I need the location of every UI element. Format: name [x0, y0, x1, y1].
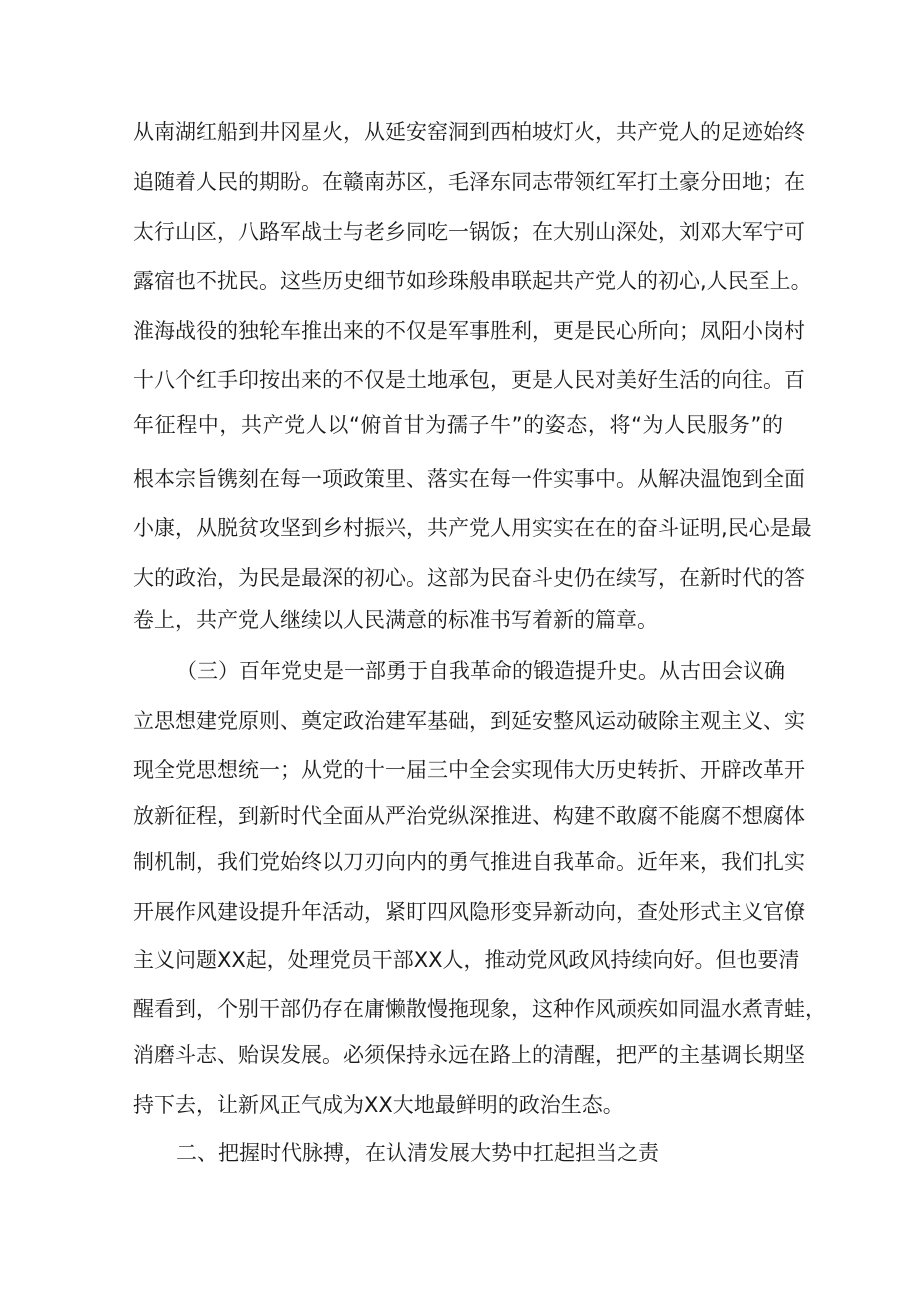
paragraph-line: 开展作风建设提升年活动，紧盯四风隐形变异新动向，查处形式主义官僚 — [133, 900, 805, 924]
paragraph-line: 年征程中，共产党人以“俯首甘为孺子牛”的姿态，将“为人民服务”的 — [133, 413, 783, 437]
paragraph-line: 制机制，我们党始终以刀刃向内的勇气推进自我革命。近年来，我们扎实 — [133, 850, 805, 874]
section-heading: 二、把握时代脉搏，在认清发展大势中扛起担当之责 — [176, 1141, 659, 1165]
paragraph-line: 太行山区，八路军战士与老乡同吃一锅饭；在大别山深处，刘邓大军宁可 — [133, 220, 805, 244]
paragraph-line: 卷上，共产党人继续以人民满意的标准书写着新的篇章。 — [133, 608, 658, 632]
paragraph-line: 立思想建党原则、奠定政治建军基础，到延安整风运动破除主观主义、实 — [133, 709, 805, 733]
paragraph-line: 持下去，让新风正气成为XX大地最鲜明的政治生态。 — [133, 1093, 624, 1117]
paragraph-line: 从南湖红船到井冈星火，从延安窑洞到西柏坡灯火，共产党人的足迹始终 — [133, 120, 805, 144]
paragraph-line: 大的政治，为民是最深的初心。这部为民奋斗史仍在续写，在新时代的答 — [133, 566, 805, 590]
paragraph-line: 十八个红手印按出来的不仅是土地承包，更是人民对美好生活的向往。百 — [133, 368, 805, 392]
paragraph-line: 主义问题XX起，处理党员干部XX人，推动党风政风持续向好。但也要清 — [133, 948, 800, 972]
paragraph-line: 淮海战役的独轮车推出来的不仅是军事胜利，更是民心所向；凤阳小岗村 — [133, 319, 805, 343]
paragraph-line: 小康，从脱贫攻坚到乡村振兴，共产党人用实实在在的奋斗证明,民心是最 — [133, 516, 812, 540]
paragraph-line: 现全党思想统一；从党的十一届三中全会实现伟大历史转折、开辟改革开 — [133, 758, 805, 782]
paragraph-line: 放新征程，到新时代全面从严治党纵深推进、构建不敢腐不能腐不想腐体 — [133, 804, 805, 828]
paragraph-line: 露宿也不扰民。这些历史细节如珍珠般串联起共产党人的初心,人民至上。 — [133, 269, 812, 293]
paragraph-line: 消磨斗志、贻误发展。必须保持永远在路上的清醒，把严的主基调长期坚 — [133, 1043, 805, 1067]
paragraph-line: 根本宗旨镌刻在每一项政策里、落实在每一件实事中。从解决温饱到全面 — [133, 467, 805, 491]
paragraph-line: 醒看到，个别干部仍存在庸懒散慢拖现象，这种作风顽疾如同温水煮青蛙， — [133, 997, 826, 1021]
paragraph-line: 追随着人民的期盼。在赣南苏区，毛泽东同志带领红军打土豪分田地；在 — [133, 170, 805, 194]
paragraph-line: （三）百年党史是一部勇于自我革命的锻造提升史。从古田会议确 — [176, 659, 785, 683]
